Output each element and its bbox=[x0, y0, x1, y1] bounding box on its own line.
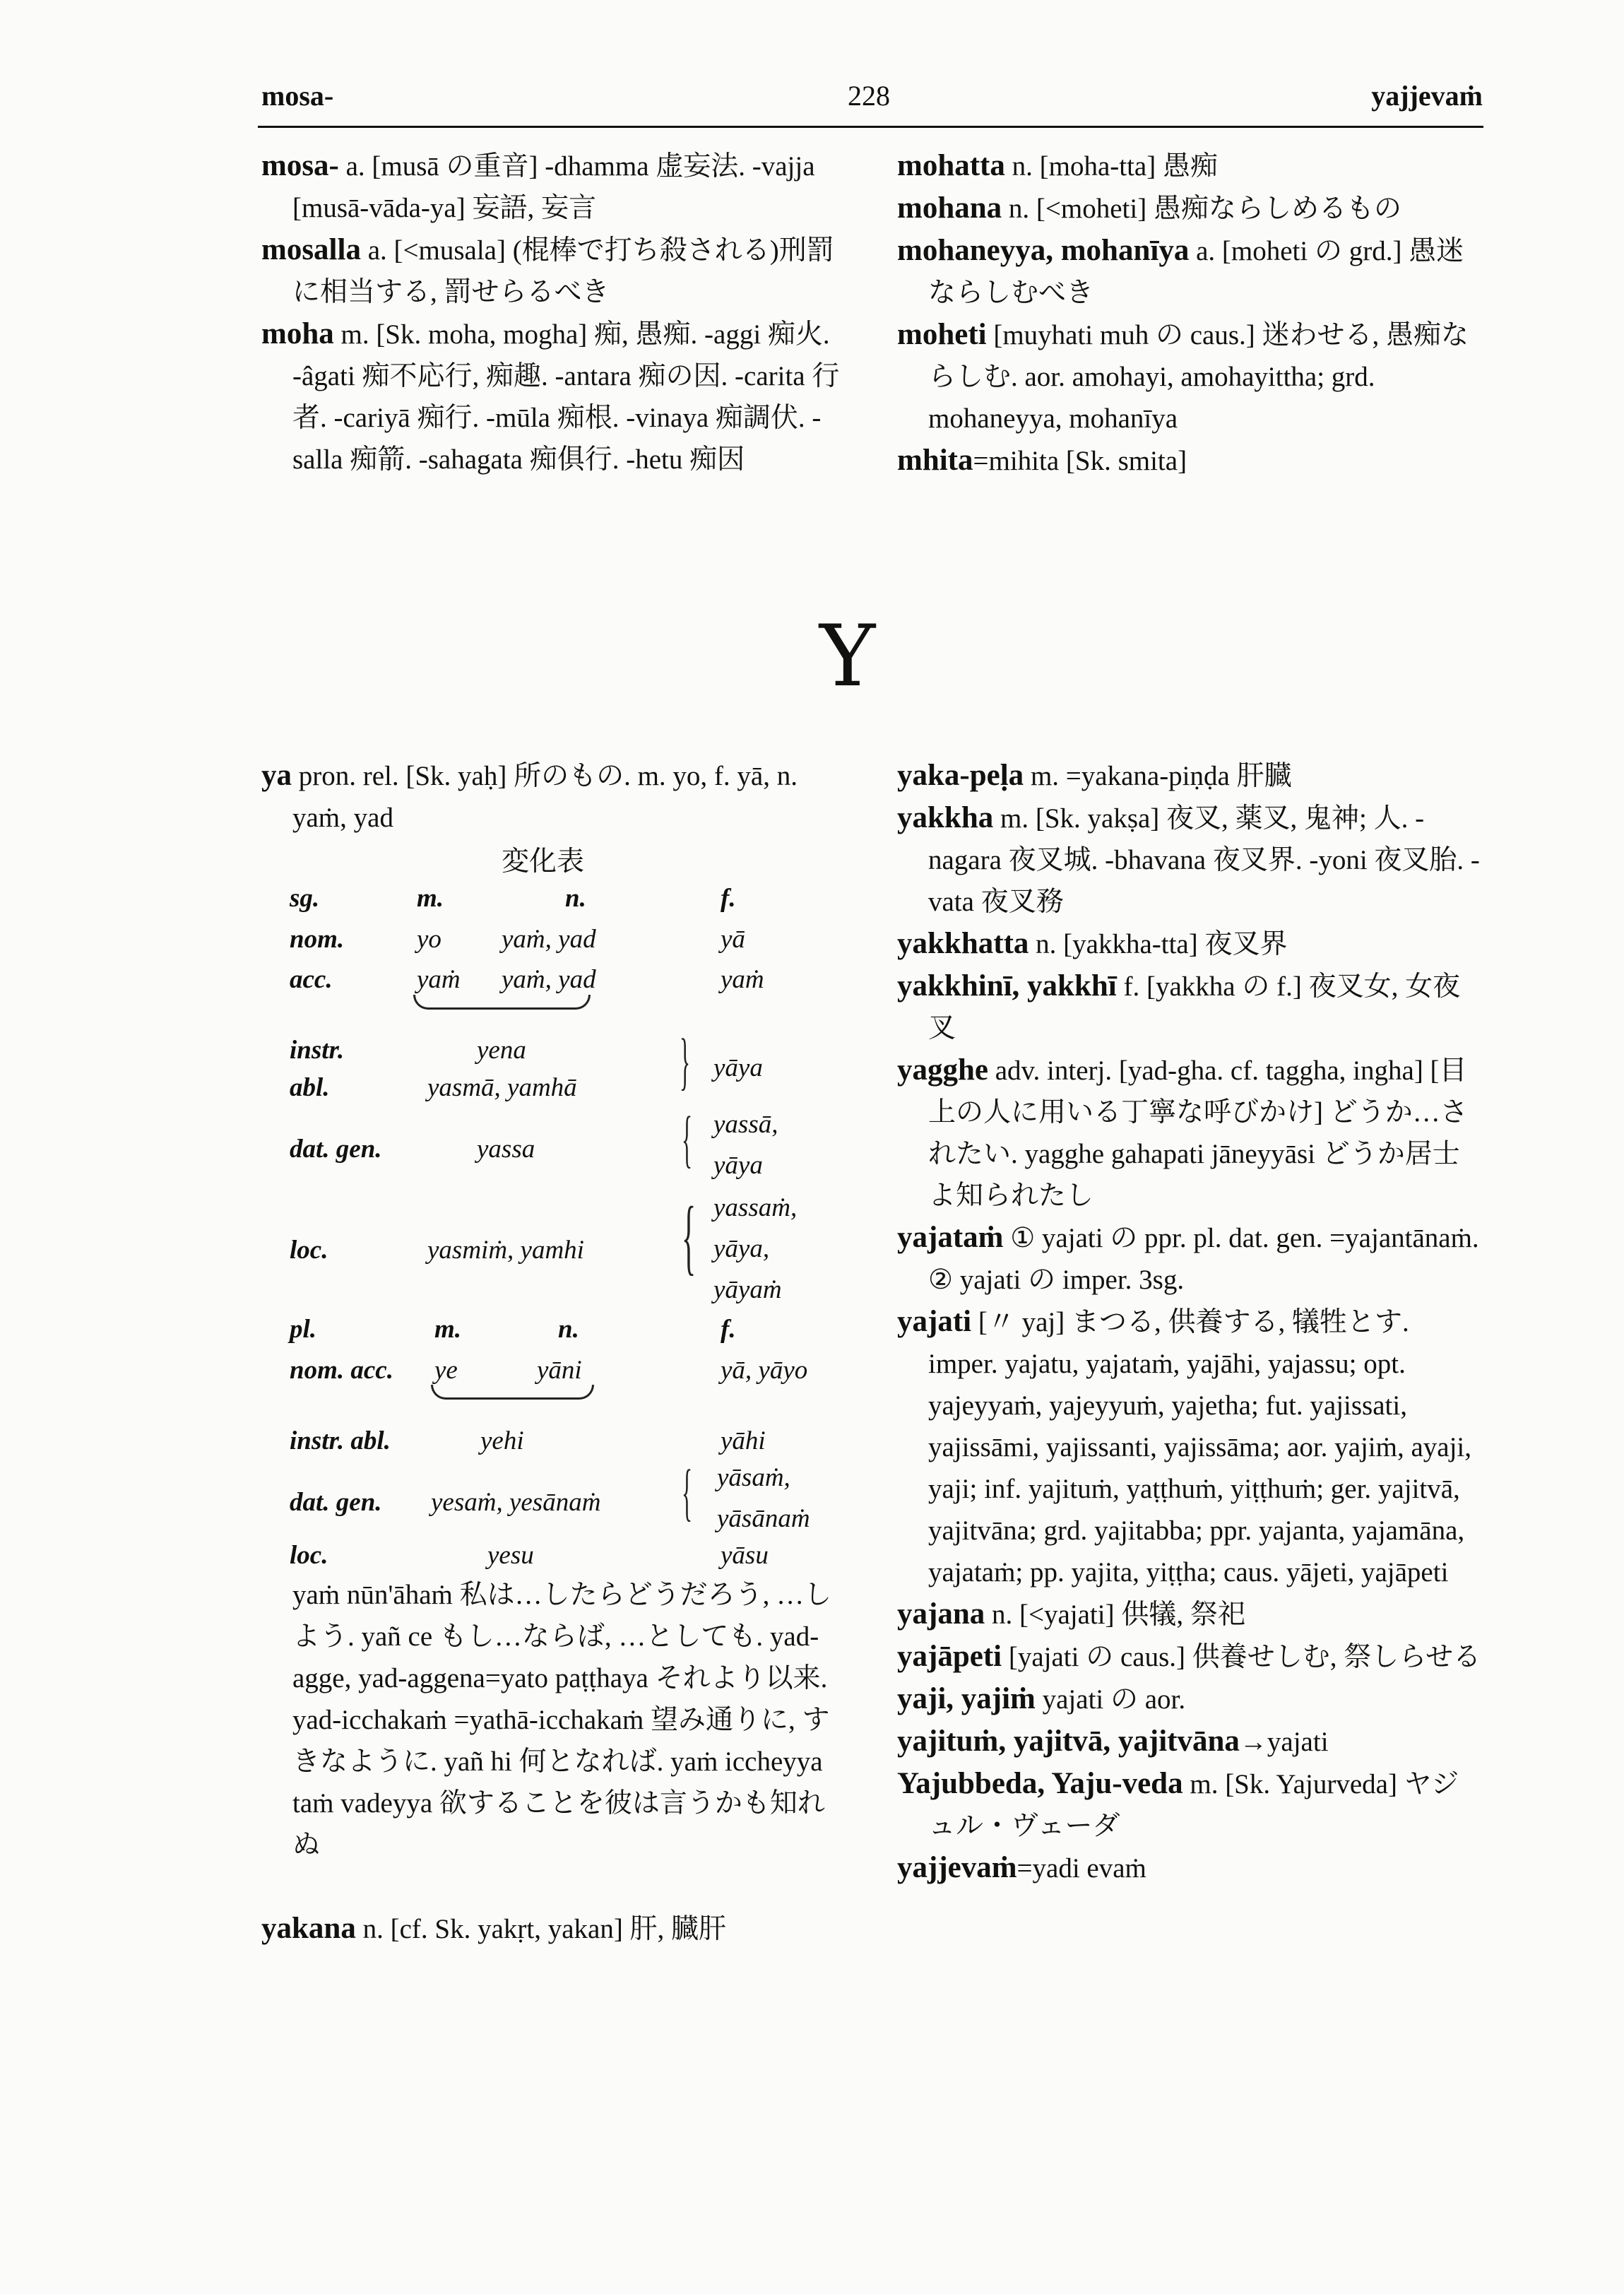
entry: Yajubbeda, Yaju-veda m. [Sk. Yajurveda] ヤジュル・ヴェーダ bbox=[897, 1767, 1459, 1841]
running-head-left: mosa- bbox=[261, 80, 334, 112]
entry: mosalla a. [<musala] (棍棒で打ち殺される)刑罰に相当する, 罰せらるべき bbox=[261, 233, 834, 307]
table-title: 変化表 bbox=[502, 846, 585, 877]
brace: } bbox=[680, 1027, 691, 1096]
ya-entry: ya pron. rel. [Sk. yaḥ] 所のもの. m. yo, f. yā, n. yaṁ, yad bbox=[261, 759, 798, 833]
brace: { bbox=[682, 1104, 693, 1174]
entry: yaji, yajiṁ yajati の aor. bbox=[897, 1682, 1186, 1715]
entry: yajataṁ ① yajati の ppr. pl. dat. gen. =yajantānaṁ. ② yajati の imper. 3sg. bbox=[897, 1221, 1479, 1295]
header-rule bbox=[258, 126, 1483, 128]
entry: yaka-peḷa m. =yakana-piṇḍa 肝臓 bbox=[897, 759, 1292, 792]
entry: yakkhatta n. [yakkha-tta] 夜叉界 bbox=[897, 927, 1288, 960]
entry: yajituṁ, yajitvā, yajitvāna→yajati bbox=[897, 1725, 1329, 1758]
entry: mohaneyya, mohanīya a. [moheti の grd.] 愚迷ならしむべき bbox=[897, 234, 1464, 308]
entry: yajana n. [<yajati] 供犠, 祭祀 bbox=[897, 1597, 1245, 1631]
entry: moha m. [Sk. moha, mogha] 痴, 愚痴. -aggi 痴火. -âgati 痴不応行, 痴趣. -antara 痴の因. -carita 行者. -cariyā 痴行. -mūla 痴根. -vinaya 痴調伏. -salla 痴箭. -sahagata 痴俱行. -hetu 痴因 bbox=[261, 317, 840, 475]
entry: yajati [〃 yaj] まつる, 供養する, 犠牲とす. imper. yajatu, yajataṁ, yajāhi, yajassu; opt. yajeyyaṁ, yajeyyuṁ, yajetha; fut. yajissati, yajissāmi, yajissanti, yajissāma; aor. yajiṁ, ayaji, yaji; inf. yajituṁ, yaṭṭhuṁ, yiṭṭhuṁ; ger. yajitvā, yajitvāna; grd. yajitabba; ppr. yajanta, yajamāna, yajataṁ; pp. yajita, yiṭṭha; caus. yājeti, yajāpeti bbox=[897, 1305, 1472, 1588]
section-letter: Y bbox=[819, 608, 876, 706]
bottom-right-column bbox=[897, 755, 1483, 1889]
underbrace bbox=[413, 995, 591, 1010]
running-head-right: yajjevaṁ bbox=[1371, 80, 1483, 112]
page-number: 228 bbox=[848, 80, 890, 112]
entry: yagghe adv. interj. [yad-gha. cf. taggha, ingha] [目上の人に用いる丁寧な呼びかけ] どうか…されたい. yagghe gahapati jāneyyāsi どうか居士よ知られたし bbox=[897, 1053, 1468, 1211]
ya-examples: yaṁ nūn'āhaṁ 私は…したらどうだろう, …しよう. yañ ce もし…ならば, …としても. yad-agge, yad-aggena=yato paṭṭhaya それより以来. yad-icchakaṁ =yathā-icchakaṁ 望み通りに, すきなように. yañ hi 何となれば. yaṁ iccheyya taṁ vadeyya 欲することを彼は言うかも知れぬ bbox=[292, 1580, 832, 1860]
entry-yakana: yakana n. [cf. Sk. yakṛt, yakan] 肝, 臓肝 bbox=[261, 1912, 727, 1945]
underbrace bbox=[431, 1385, 594, 1400]
entry: mohatta n. [moha-tta] 愚痴 bbox=[897, 149, 1218, 182]
entry: mosa- a. [musā の重音] -dhamma 虚妄法. -vajja [musā-vāda-ya] 妄語, 妄言 bbox=[261, 149, 815, 223]
entry: moheti [muyhati muh の caus.] 迷わせる, 愚痴ならしむ. aor. amohayi, amohayittha; grd. mohaneyya, mohanīya bbox=[897, 318, 1469, 434]
entry: yakkhinī, yakkhī f. [yakkha の f.] 夜叉女, 女夜叉 bbox=[897, 969, 1461, 1043]
declension-table: sg. m. n. f. nom. yo yaṁ, yad yā acc. yaṁ yaṁ, yad yaṁ instr. yena abl. yasmā, yamhā } yāya dat. gen. yassa { yassā, yāya loc. yasmiṁ, yamhi { yassaṁ, yāya, yāyaṁ pl. m. n. f. nom. acc. ye yāni yā, yāyo instr. abl. yehi yāhi dat. gen. yesaṁ, yesānaṁ { yāsaṁ, yāsānaṁ loc. yesu yāsu bbox=[290, 884, 810, 1570]
brace: { bbox=[682, 1189, 697, 1283]
entry: yajāpeti [yajati の caus.] 供養せしむ, 祭しらせる bbox=[897, 1640, 1481, 1673]
top-right-column bbox=[897, 145, 1483, 482]
entry: mohana n. [<moheti] 愚痴ならしめるもの bbox=[897, 191, 1401, 225]
brace: { bbox=[682, 1458, 693, 1527]
entry: mhita=mihita [Sk. smita] bbox=[897, 444, 1187, 477]
entry: yajjevaṁ=yadi evaṁ bbox=[897, 1851, 1146, 1884]
entry: yakkha m. [Sk. yakṣa] 夜叉, 薬叉, 鬼神; 人. -nagara 夜叉城. -bhavana 夜叉界. -yoni 夜叉胎. -vata 夜叉務 bbox=[897, 801, 1480, 917]
top-left-column bbox=[261, 145, 848, 480]
